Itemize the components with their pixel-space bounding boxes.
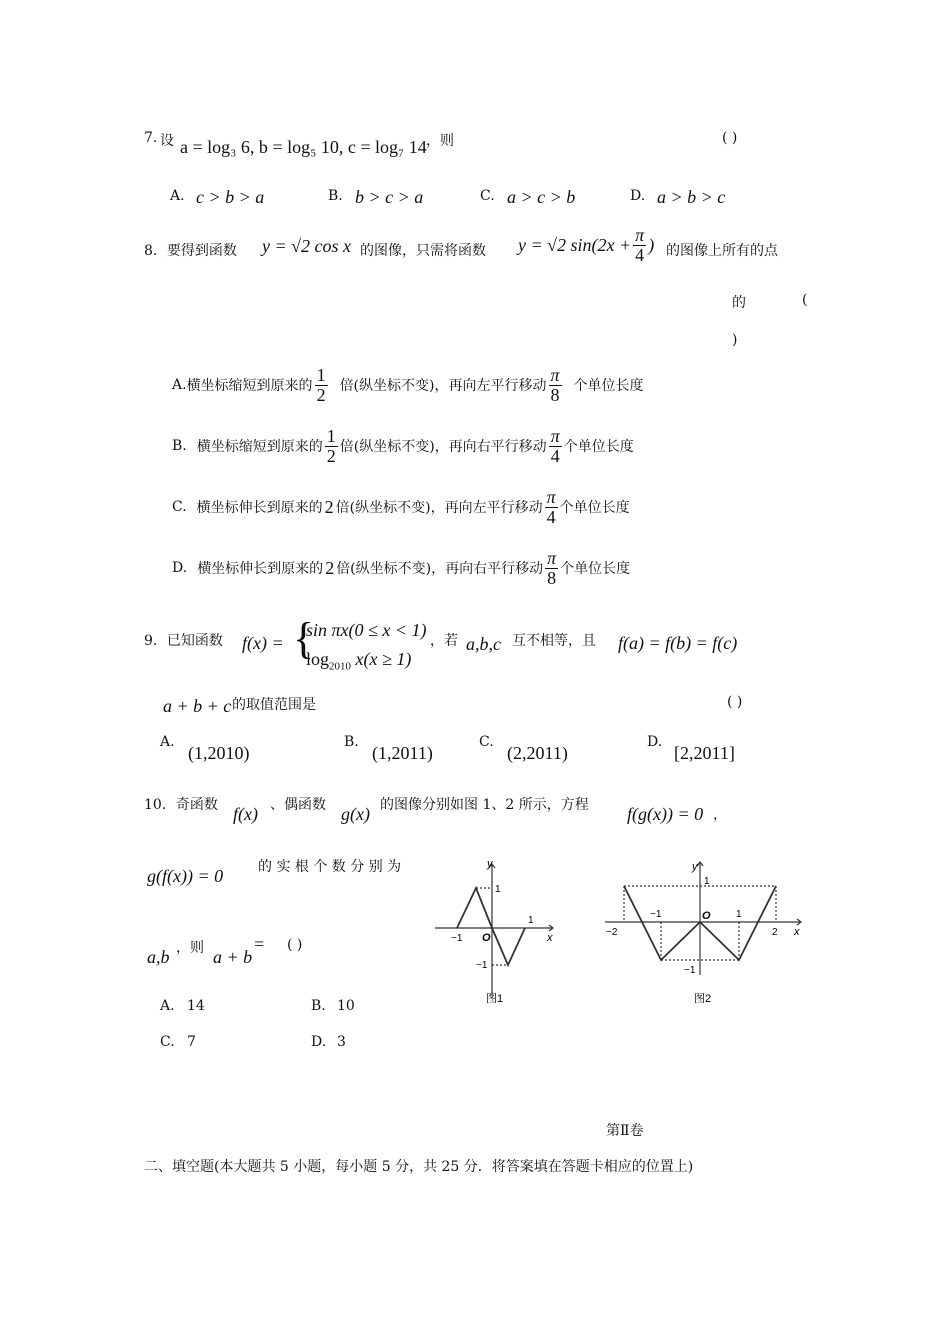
q8-option-b-text1: 横坐标缩短到原来的 — [196, 439, 323, 456]
fig2-x-label: x — [794, 926, 800, 938]
q8-option-a-frac-den: 2 — [316, 384, 326, 405]
q8-option-d-factor: 2 — [325, 557, 335, 578]
q8-option-b-shift — [549, 427, 562, 466]
q10-sep: 、偶函数 — [270, 797, 326, 813]
q8-option-b-shift-den: 4 — [550, 445, 560, 466]
q8-option-d — [172, 549, 630, 588]
section-heading: 二、填空题(本大题共 5 小题，每小题 5 分，共 25 分．将答案填在答题卡相应的位置上) — [144, 1159, 694, 1175]
fig1-caption: 图1 — [486, 993, 504, 1005]
q9-vars: a,b,c — [466, 634, 501, 654]
fig1-y-tick-1: 1 — [495, 884, 501, 895]
q8-option-c-shift-num: π — [546, 487, 556, 507]
q8-option-c-label: C. — [172, 499, 187, 516]
q9-equation: f(a) = f(b) = f(c) — [618, 633, 738, 653]
q8-option-d-text2: 倍(纵坐标不变)，再向右平行移动 — [336, 561, 544, 578]
q9-lead: 9．已知函数 — [144, 633, 223, 649]
q9-question-text: 的取值范围是 — [232, 697, 316, 713]
q8-option-d-shift — [545, 549, 558, 588]
q8-target-function: y = √2 cos x — [262, 236, 351, 256]
q8-paren-open: ( — [802, 292, 808, 308]
q9-option-d-label: D. — [647, 734, 663, 750]
q10-option-c: 7 — [187, 1034, 196, 1050]
figure-2 — [600, 855, 810, 1005]
q7-option-b: b > c > a — [355, 187, 424, 207]
q8-option-a-text2: 倍(纵坐标不变)，再向左平行移动 — [339, 378, 547, 395]
q8-option-b-frac-den: 2 — [326, 445, 336, 466]
q7-option-b-label: B. — [328, 188, 343, 204]
q10-option-b-label: B. — [311, 998, 326, 1014]
q9-case-2-rest: x(x ≥ 1) — [351, 649, 412, 669]
fig1-tick-neg1: −1 — [451, 933, 463, 944]
q7-expression: a = log₃ 6, b = log₅ 10, c = log₇ 14 — [180, 137, 427, 157]
q8-option-d-text1: 横坐标伸长到原来的 — [197, 561, 324, 578]
q8-option-a-text1: 横坐标缩短到原来的 — [186, 378, 313, 395]
fig2-origin: O — [702, 910, 711, 922]
q9-option-c: (2,2011) — [507, 743, 568, 763]
q8-option-b-fraction — [325, 427, 338, 466]
q8-source-function-start: y = √2 sin(2x + — [518, 234, 632, 255]
fig2-tick-1: 1 — [736, 909, 742, 920]
q9-option-b-label: B. — [344, 734, 359, 750]
q9-option-c-label: C. — [479, 734, 494, 750]
q8-option-c-shift-den: 4 — [546, 506, 556, 527]
q10-mid: 的图像分别如图 1、2 所示，方程 — [380, 797, 589, 813]
q10-option-a-label: A. — [160, 998, 175, 1014]
fig2-tick-neg1: −1 — [650, 909, 662, 920]
q8-option-a-text3: 个单位长度 — [573, 378, 644, 395]
q10-fx: f(x) — [233, 804, 258, 824]
fig1-x-label: x — [547, 932, 553, 944]
q8-option-c-factor: 2 — [324, 496, 334, 517]
q10-answer-paren: ( ) — [287, 937, 303, 953]
q8-option-c-text3: 个单位长度 — [559, 500, 630, 517]
q10-question-text: 的 实 根 个 数 分 别 为 — [258, 859, 402, 875]
q9-answer-paren: ( ) — [727, 694, 743, 710]
q10-sum: a + b — [213, 947, 253, 967]
q7-tail: ，则 — [426, 133, 454, 149]
q8-source-fraction-num: π — [635, 225, 645, 245]
q8-de: 的 — [732, 295, 746, 311]
q7-option-d-label: D. — [630, 188, 646, 204]
q8-mid: 的图像，只需将函数 — [360, 243, 486, 259]
q9-brace: { — [293, 614, 315, 663]
q8-option-d-shift-num: π — [547, 548, 557, 568]
fig2-y-tick-neg1: −1 — [684, 965, 696, 976]
q8-option-a-frac-num: 1 — [316, 365, 326, 385]
q7-option-a: c > b > a — [196, 187, 265, 207]
q10-gx: g(x) — [341, 804, 370, 824]
q10-option-c-label: C. — [160, 1034, 175, 1050]
q8-option-a-label: A. — [172, 377, 187, 394]
q7-option-c-label: C. — [480, 188, 495, 204]
q9-fx: f(x) = — [242, 633, 284, 653]
q10-lead: 10．奇函数 — [144, 797, 218, 813]
fig1-tick-1: 1 — [528, 915, 534, 926]
q8-source-fraction-den: 4 — [635, 244, 645, 265]
q8-tail: 的图像上所有的点 — [666, 243, 778, 259]
q8-option-d-text3: 个单位长度 — [560, 561, 631, 578]
fig1-y-tick-neg1: −1 — [476, 960, 488, 971]
fig1-origin: O — [482, 932, 491, 944]
q8-option-b-text2: 倍(纵坐标不变)，再向右平行移动 — [339, 439, 547, 456]
q8-option-d-shift-den: 8 — [547, 567, 557, 588]
volume-title: 第Ⅱ卷 — [606, 1123, 644, 1139]
q8-option-b-shift-num: π — [550, 426, 560, 446]
q8-lead: 8．要得到函数 — [144, 243, 237, 259]
q8-option-c-text2: 倍(纵坐标不变)，再向左平行移动 — [335, 500, 543, 517]
q8-source-function-end: ) — [648, 234, 655, 255]
fig2-tick-neg2: −2 — [606, 927, 618, 938]
q10-equation-1: f(g(x)) = 0 — [627, 804, 704, 824]
q10-option-d: 3 — [337, 1034, 346, 1050]
q8-option-a-shift — [549, 366, 562, 405]
q8-source-function — [518, 226, 654, 265]
q8-option-a-fraction — [315, 366, 328, 405]
q9-option-b: (1,2011) — [372, 743, 433, 763]
q8-option-a-shift-den: 8 — [550, 384, 560, 405]
q8-option-d-label: D. — [172, 560, 188, 577]
q8-option-b-label: B. — [172, 438, 187, 455]
fig1-y-label: y — [487, 858, 493, 870]
fig2-y-label: y — [692, 861, 698, 873]
q8-source-fraction — [633, 226, 646, 265]
q7-lead: 设 — [160, 133, 174, 149]
q8-option-c — [172, 488, 630, 527]
fig1-graph-line — [457, 888, 525, 965]
q7-option-c: a > c > b — [507, 187, 576, 207]
q7-option-a-label: A. — [170, 188, 185, 204]
q8-option-a — [172, 366, 644, 405]
q7-number: 7. — [144, 130, 158, 146]
fig2-caption: 图2 — [694, 993, 712, 1005]
q10-equals: = — [254, 934, 265, 954]
q10-comma: ， — [713, 807, 727, 823]
q8-option-b — [172, 427, 634, 466]
q10-equation-2: g(f(x)) = 0 — [147, 866, 224, 886]
q10-option-d-label: D. — [311, 1034, 327, 1050]
q8-option-c-text1: 横坐标伸长到原来的 — [196, 500, 323, 517]
q9-case-2 — [306, 649, 411, 673]
q9-case-1: sin πx(0 ≤ x < 1) — [306, 620, 427, 640]
q9-option-a: (1,2010) — [188, 743, 250, 763]
q9-option-a-label: A. — [160, 734, 175, 750]
q7-option-d: a > b > c — [657, 187, 726, 207]
q8-option-b-text3: 个单位长度 — [563, 439, 634, 456]
q8-option-c-shift — [545, 488, 558, 527]
q8-option-b-frac-num: 1 — [326, 426, 336, 446]
q9-case-2-log: log — [306, 649, 330, 669]
q9-case-2-base: 2010 — [329, 660, 352, 673]
q10-then: ，则 — [176, 940, 204, 956]
q9-mid: ，若 — [430, 633, 458, 649]
q9-sum-expr: a + b + c — [163, 696, 232, 716]
q9-mid2: 互不相等，且 — [512, 633, 596, 649]
fig2-y-tick-1: 1 — [704, 876, 710, 887]
q8-paren-close: ) — [732, 332, 738, 348]
q10-option-a: 14 — [187, 998, 205, 1014]
q10-option-b: 10 — [337, 998, 355, 1014]
q7-answer-paren: ( ) — [722, 130, 738, 146]
q10-ab: a,b — [147, 947, 170, 967]
figure-1 — [430, 855, 560, 1005]
q9-option-d: [2,2011] — [674, 743, 735, 763]
fig2-tick-2: 2 — [772, 927, 778, 938]
q8-option-a-shift-num: π — [550, 365, 560, 385]
